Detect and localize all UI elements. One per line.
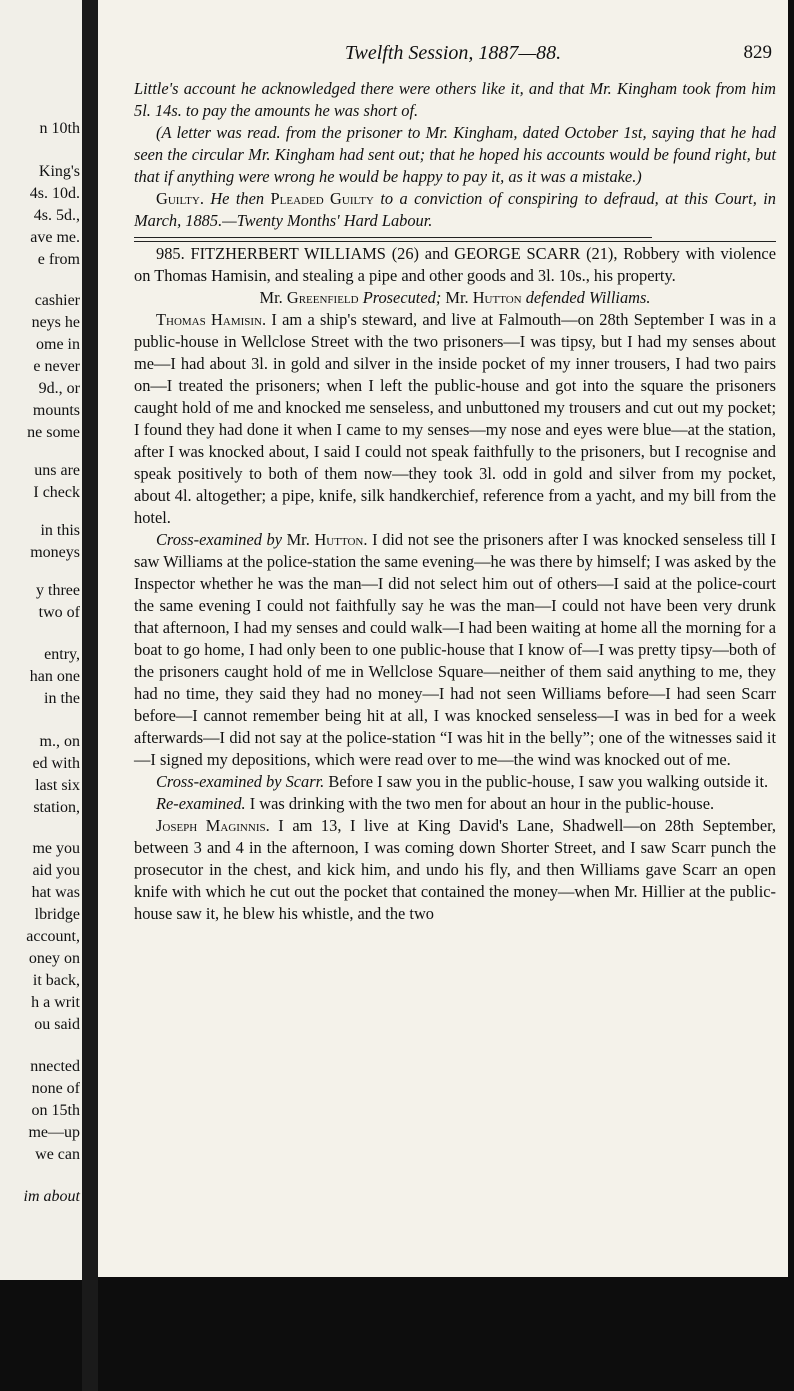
left-page-line: two of	[38, 604, 80, 621]
left-page-line: entry,	[44, 646, 80, 663]
cross-exam-hutton-name: Hutton.	[314, 530, 368, 549]
left-page-line: I check	[33, 484, 80, 501]
left-page-line: ou said	[34, 1016, 80, 1033]
right-page	[98, 0, 788, 1277]
left-page-line: on 15th	[31, 1102, 80, 1119]
left-page-line: nnected	[30, 1058, 80, 1075]
case-separator-rule-2	[134, 241, 776, 242]
left-page-line: me you	[32, 840, 80, 857]
left-page-line: aid you	[32, 862, 80, 879]
left-page-line: y three	[36, 582, 80, 599]
left-page-line: station,	[33, 799, 80, 816]
left-page-line: none of	[31, 1080, 80, 1097]
prev-case-verdict	[134, 188, 776, 232]
left-page-line: 4s. 10d.	[29, 185, 80, 202]
counsel-line	[134, 287, 776, 309]
left-page-line: mounts	[32, 402, 80, 419]
left-page-line: han one	[29, 668, 80, 685]
prev-case-paragraph-1: Little's account he acknowledged there were others like it, and that Mr. Kingham took from him 5l. 14s. to pay the amounts he was short of.	[134, 79, 776, 120]
left-page-line: account,	[26, 928, 80, 945]
left-page-line: ed with	[32, 755, 80, 772]
re-exam-text: I was drinking with the two men for about an hour in the public-house.	[245, 794, 715, 813]
left-page-line: h a writ	[31, 994, 80, 1011]
left-page-line: ave me.	[30, 229, 80, 246]
left-page-line: im about	[23, 1188, 80, 1205]
left-page-line: we can	[35, 1146, 80, 1163]
counsel-hutton: Hutton	[472, 288, 522, 307]
witness-maginnis-testimony	[134, 815, 776, 925]
left-page-line: e never	[33, 358, 80, 375]
left-page-line: me—up	[28, 1124, 80, 1141]
left-page-line: lbridge	[34, 906, 80, 923]
page-body	[134, 78, 776, 925]
left-page-line: King's	[38, 163, 80, 180]
cross-exam-scarr	[134, 771, 776, 793]
cross-exam-scarr-label: Cross-examined by Scarr.	[156, 772, 325, 791]
witness-maginnis-name: Joseph Maginnis.	[156, 816, 270, 835]
counsel-greenfield: Greenfield	[286, 288, 359, 307]
left-page-line: uns are	[34, 462, 80, 479]
left-page-line: 9d., or	[38, 380, 80, 397]
cross-exam-label: Cross-examined by	[156, 530, 287, 549]
re-exam-label: Re-examined.	[156, 794, 246, 813]
verdict-sentence: to a conviction of conspiring to defraud, at this Court, in March, 1885.—Twenty Months' Hard Labour.	[134, 189, 776, 230]
counsel-mr-2: Mr.	[445, 288, 473, 307]
prev-case-letter-paragraph: (A letter was read. from the prisoner to Mr. Kingham, dated October 1st, saying that he had seen the circular Mr. Kingham had sent out; that he hoped his accounts would be found right, but that if anything were wrong he would be happy to pay it, as it was a mistake.)	[134, 123, 776, 186]
left-page-line: n 10th	[39, 120, 80, 137]
left-page-line: neys he	[31, 314, 80, 331]
cross-exam-scarr-text: Before I saw you in the public-house, I saw you walking outside it.	[324, 772, 769, 791]
left-page-line: hat was	[31, 884, 80, 901]
counsel-defended: defended Williams.	[521, 288, 651, 307]
cross-exam-mr: Mr.	[286, 530, 315, 549]
counsel-mr-1: Mr.	[259, 288, 287, 307]
left-page-line: oney on	[28, 950, 80, 967]
witness-hamisin-text: I am a ship's steward, and live at Falmouth—on 28th September I was in a public-house in Wellclose Street with the two prisoners—I was tipsy, but I had my senses about me—I had about 3l. in gold and silver in the inside pocket of my inner trousers, I had two pairs on—I treated the prisoners; when I left the public-house and got into the square the prisoners caught hold of me and knocked me senseless, and unbuttoned my trousers and cut out my pocket; I found they had done it when I came to my senses—my nose and eyes were blue—at the station, after I was knocked about, I said I could not speak faithfully to the prisoners, but I recognise and speak positively to both of them now—they took 3l. odd in gold and silver from my pocket, about 4l. altogether; a pipe, knife, silk handkerchief, reference from a yacht, and my bill from the hotel.	[134, 310, 776, 527]
left-page-line: in the	[44, 690, 80, 707]
page-number: 829	[743, 42, 772, 63]
witness-maginnis-text: I am 13, I live at King David's Lane, Shadwell—on 28th September, between 3 and 4 in the afternoon, I was coming down Shorter Street, and I saw Scarr punch the prosecutor in the chest, and kick him, and undo his fly, and then Williams gave Scarr an open knife with which he cut out the pocket that contained the money—when Mr. Hillier at the public-house saw it, he blew his whistle, and the two	[134, 816, 776, 923]
left-page-line: in this	[40, 522, 80, 539]
left-page-line: cashier	[34, 292, 80, 309]
witness-hamisin-name: Thomas Hamisin.	[156, 310, 267, 329]
left-page-line: m., on	[39, 733, 80, 750]
verdict-pleaded: Pleaded Guilty	[270, 189, 374, 208]
left-page-line: ne some	[27, 424, 80, 441]
scan-border-bottom	[98, 1277, 794, 1391]
left-facing-page	[0, 0, 82, 1280]
re-examination	[134, 793, 776, 815]
counsel-prosecuted: Prosecuted;	[358, 288, 446, 307]
left-page-line: moneys	[30, 544, 80, 561]
verdict-mid: He then	[203, 189, 271, 208]
cross-exam-hutton	[134, 529, 776, 771]
left-page-line: last six	[35, 777, 80, 794]
book-gutter	[82, 0, 98, 1391]
cross-exam-hutton-text: I did not see the prisoners after I was knocked senseless till I saw Williams at the police-station the same evening—he was there by himself; I was asked by the Inspector whether he was the man—I did not select him out of others—I said at the police-court the same evening I could not faithfully say he was the man—I could not have been very drunk that afternoon, I had my senses and could walk—I had been waiting at home all the morning for a boat to go home, I had only been to one public-house that I know of—I was pretty tipsy—both of the prisoners caught hold of me in Wellclose Square—neither of them said anything to me, they had no time, they said they had no money—I had not seen Williams before—I had seen Scarr before—I cannot remember being hit at all, I was knocked senseless—I was in bed for a week afterwards—I did not say at the police-station “I was hit in the belly”; one of the witnesses said it—I signed my depositions, which were read over to me—the wind was knocked out of me.	[134, 530, 776, 769]
verdict-guilty: Guilty.	[156, 189, 204, 208]
left-page-line: e from	[37, 251, 80, 268]
left-page-line: it back,	[32, 972, 80, 989]
witness-hamisin-testimony	[134, 309, 776, 529]
left-page-line: ome in	[36, 336, 80, 353]
page-header	[128, 42, 778, 72]
left-page-line: 4s. 5d.,	[33, 207, 80, 224]
case-heading: 985. FITZHERBERT WILLIAMS (26) and GEORGE SCARR (21), Robbery with violence on Thomas Hamisin, and stealing a pipe and other goods and 3l. 10s., his property.	[134, 244, 776, 285]
case-separator-rule	[134, 237, 652, 238]
running-head: Twelfth Session, 1887—88.	[344, 42, 562, 64]
